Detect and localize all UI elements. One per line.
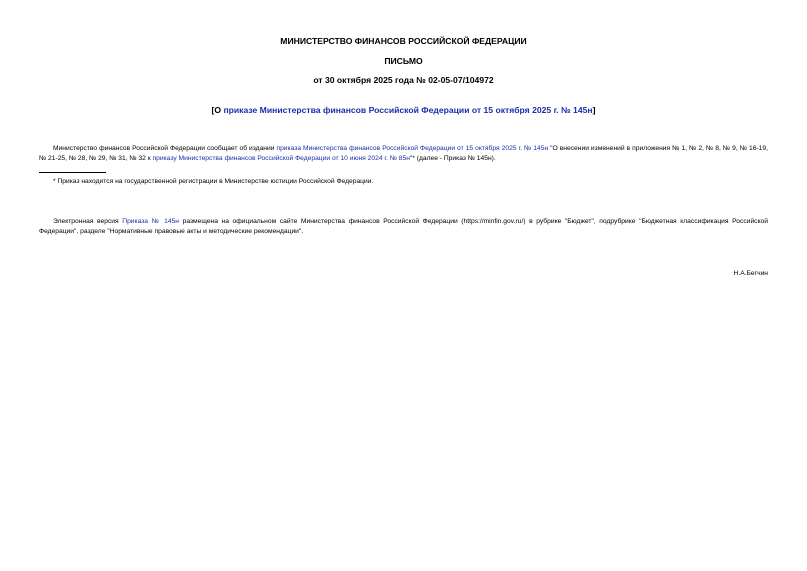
footnote: * Приказ находится на государственной регистрации в Министерстве юстиции Российской Федерации. <box>53 178 374 185</box>
ministry-heading: МИНИСТЕРСТВО ФИНАНСОВ РОССИЙСКОЙ ФЕДЕРАЦИИ <box>280 36 527 46</box>
document-subject <box>0 105 807 115</box>
document-type-heading: ПИСЬМО <box>384 56 423 66</box>
order-145n-link[interactable]: приказа Министерства финансов Российской Федерации от 15 октября 2025 г. № 145н <box>276 145 549 152</box>
order-85n-link[interactable]: приказу Министерства финансов Российской Федерации от 10 июня 2024 г. № 85н <box>152 155 410 162</box>
paragraph-1-text-end: "* (далее - Приказ № 145н). <box>409 155 496 162</box>
paragraph-2-text-end: размещена на официальном сайте Министерства финансов Российской Федерации (https://minfin.gov.ru/) в рубрике "Бюджет", подрубрике "Бюджетная классификация Российской Федерации", разделе "Нормативные правовые акты и методические рекомендации". <box>39 218 768 235</box>
order-145n-short-link[interactable]: Приказа № 145н <box>122 218 180 225</box>
subject-bracket-close: ] <box>592 105 596 115</box>
signature: Н.А.Бегчин <box>733 270 768 277</box>
body-paragraph-2 <box>39 217 768 237</box>
footnote-divider <box>39 172 106 173</box>
subject-order-link[interactable]: приказе Министерства финансов Российской Федерации от 15 октября 2025 г. № 145н <box>223 105 593 115</box>
document-date-number: от 30 октября 2025 года № 02-05-07/104972 <box>313 75 494 85</box>
paragraph-1-text-start: Министерство финансов Российской Федерации сообщает об издании <box>53 145 277 152</box>
subject-bracket-open: [О <box>211 105 224 115</box>
paragraph-2-text-start: Электронная версия <box>53 218 123 225</box>
paragraph-1-text-middle: "О внесении изменений в приложения № 1, № 2, № 8, № 9, № 16-19, № 21-25, № 28, № 29, № 31, № 32 к <box>39 145 768 162</box>
body-paragraph-1 <box>39 144 768 164</box>
